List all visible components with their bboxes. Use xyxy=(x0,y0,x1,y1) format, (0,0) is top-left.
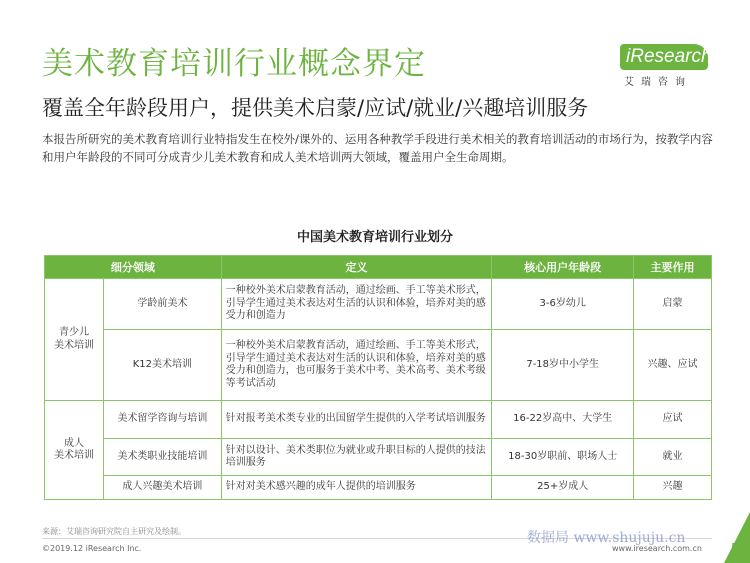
group-label-youth: 青少儿 美术培训 xyxy=(45,279,104,401)
row-role: 兴趣 xyxy=(634,476,712,500)
row-definition: 针对以设计、美术类职位为就业或升职目标的人提供的技法培训服务 xyxy=(221,439,492,476)
header-role: 主要作用 xyxy=(634,256,712,279)
group-label-adult: 成人 美术培训 xyxy=(45,401,104,500)
table-row xyxy=(45,401,712,439)
website-link[interactable]: www.iresearch.com.cn xyxy=(612,544,702,553)
table-row xyxy=(45,279,712,330)
table-row xyxy=(45,330,712,401)
logo-subtext: 艾瑞咨询 xyxy=(624,77,692,88)
row-age: 18-30岁职前、职场人士 xyxy=(492,439,634,476)
row-name: 学龄前美术 xyxy=(103,279,221,330)
row-age: 3-6岁幼儿 xyxy=(492,279,634,330)
header-definition: 定义 xyxy=(221,256,492,279)
row-age: 25+岁成人 xyxy=(492,476,634,500)
header-age: 核心用户年龄段 xyxy=(492,256,634,279)
row-name: 成人兴趣美术培训 xyxy=(103,476,221,500)
row-name: K12美术培训 xyxy=(103,330,221,401)
intro-paragraph: 本报告所研究的美术教育培训行业特指发生在校外/课外的、运用各种教学手段进行美术相关的教育培训活动的市场行为，按教学内容和用户年龄段的不同可分成青少儿美术教育和成人美术培训两大领域，覆盖用户全生命周期。 xyxy=(42,132,713,164)
row-age: 7-18岁中小学生 xyxy=(492,330,634,401)
page-subtitle: 覆盖全年龄段用户，提供美术启蒙/应试/就业/兴趣培训服务 xyxy=(42,96,589,120)
row-age: 16-22岁高中、大学生 xyxy=(492,401,634,439)
row-name: 美术留学咨询与培训 xyxy=(103,401,221,439)
table-row xyxy=(45,439,712,476)
row-role: 就业 xyxy=(634,439,712,476)
header-field: 细分领域 xyxy=(45,256,222,279)
table-header-row xyxy=(45,256,712,279)
row-definition: 针对报考美术类专业的出国留学生提供的入学考试培训服务 xyxy=(221,401,492,439)
page-number: 5 xyxy=(731,541,739,555)
page-title: 美术教育培训行业概念界定 xyxy=(42,46,426,82)
row-definition: 一种校外美术启蒙教育活动，通过绘画、手工等美术形式，引导学生通过美术表达对生活的认识和体验，培养对美的感受力和创造力，也可服务于美术中考、美术高考、美术考级等考试活动 xyxy=(221,330,492,401)
row-role: 兴趣、应试 xyxy=(634,330,712,401)
logo-badge: iResearch xyxy=(620,44,708,70)
copyright: ©2019.12 iResearch Inc. xyxy=(42,544,142,553)
watermark: 数据局 www.shujuju.cn xyxy=(527,530,686,546)
row-role: 启蒙 xyxy=(634,279,712,330)
corner-decoration xyxy=(724,512,750,563)
source-note: 来源：艾瑞咨询研究院自主研究及绘制。 xyxy=(42,527,186,536)
row-definition: 一种校外美术启蒙教育活动，通过绘画、手工等美术形式，引导学生通过美术表达对生活的认识和体验，培养对美的感受力和创造力 xyxy=(221,279,492,330)
row-role: 应试 xyxy=(634,401,712,439)
table-title: 中国美术教育培训行业划分 xyxy=(296,230,453,245)
table-row xyxy=(45,476,712,500)
row-definition: 针对对美术感兴趣的成年人提供的培训服务 xyxy=(221,476,492,500)
iresearch-logo xyxy=(620,44,712,88)
row-name: 美术类职业技能培训 xyxy=(103,439,221,476)
segmentation-table xyxy=(44,255,712,500)
